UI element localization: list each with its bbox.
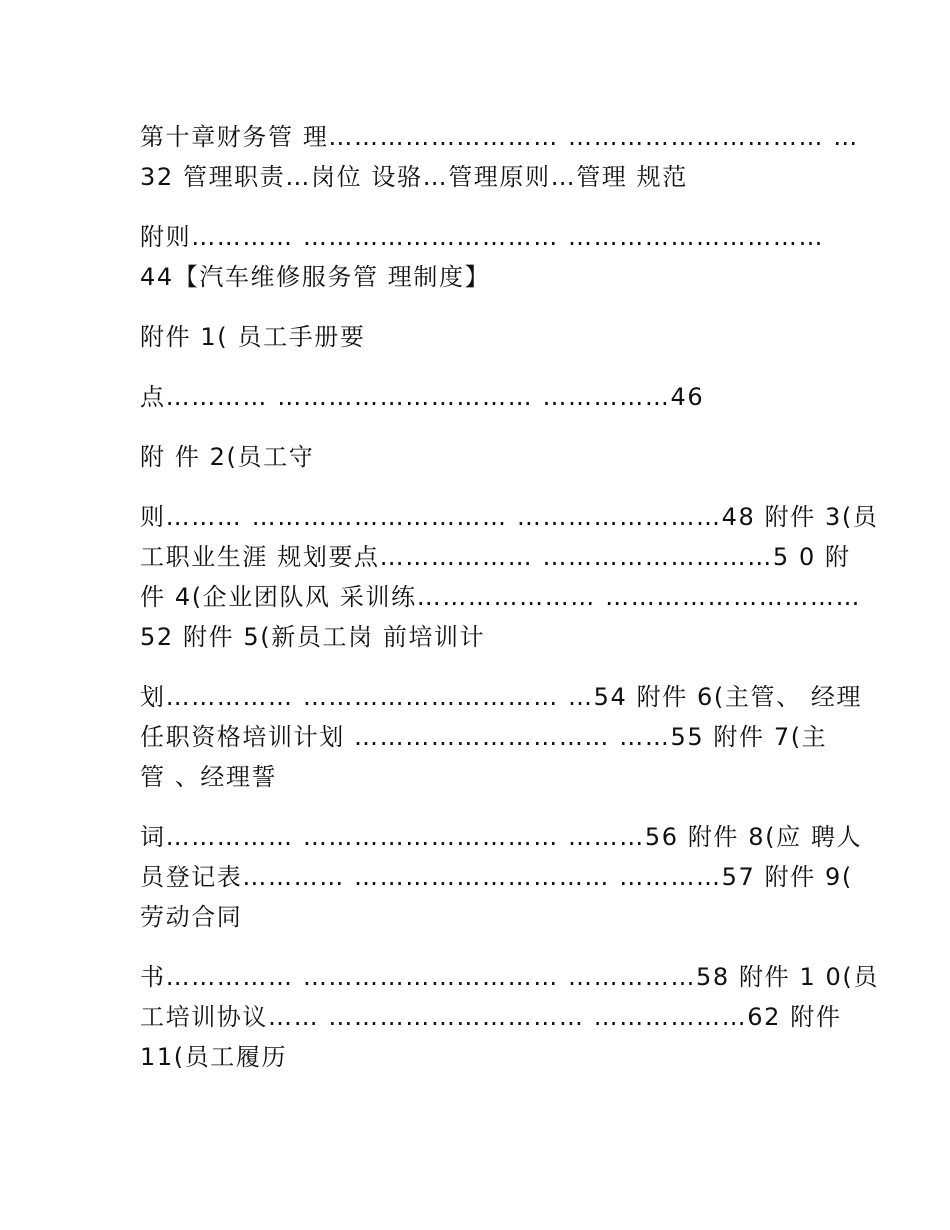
table-of-contents bbox=[140, 117, 879, 1077]
toc-line: 则……… ………………………… ……………………48 附件 3(员 bbox=[140, 503, 879, 531]
toc-line: 52 附件 5(新员工岗 前培训计 bbox=[140, 623, 486, 651]
toc-line: 书…………… ………………………… ……………58 附件 1 0(员 bbox=[140, 963, 879, 991]
paragraph-gap bbox=[140, 797, 830, 817]
toc-line: 工职业生涯 规划要点……………… ………………………5 0 附 bbox=[140, 543, 851, 571]
toc-line: 44【汽车维修服务管 理制度】 bbox=[140, 263, 491, 291]
toc-line: 11(员工履历 bbox=[140, 1043, 288, 1071]
toc-line: 附件 1( 员工手册要 bbox=[140, 323, 366, 351]
toc-line: 任职资格培训计划 ………………………… ……55 附件 7(主 bbox=[140, 723, 828, 751]
paragraph-gap bbox=[140, 297, 830, 317]
toc-line: 员登记表………… ………………………… …………57 附件 9( bbox=[140, 863, 853, 891]
paragraph-gap bbox=[140, 657, 830, 677]
toc-line: 劳动合同 bbox=[140, 903, 243, 931]
paragraph-gap bbox=[140, 477, 830, 497]
toc-line: 附则………… ………………………… ………………………… bbox=[140, 223, 825, 251]
paragraph-gap bbox=[140, 197, 830, 217]
toc-line: 附 件 2(员工守 bbox=[140, 443, 315, 471]
toc-line: 第十章财务管 理……………………… ………………………… … bbox=[140, 123, 859, 151]
paragraph-gap bbox=[140, 417, 830, 437]
toc-line: 32 管理职责…岗位 设骆…管理原则…管理 规范 bbox=[140, 163, 688, 191]
paragraph-gap bbox=[140, 937, 830, 957]
toc-line: 点………… ………………………… ……………46 bbox=[140, 383, 705, 411]
toc-line: 管 、经理誓 bbox=[140, 763, 278, 791]
toc-line: 词…………… ………………………… ………56 附件 8(应 聘人 bbox=[140, 823, 863, 851]
toc-line: 件 4(企业团队风 采训练………………… ………………………… bbox=[140, 583, 862, 611]
toc-line: 划…………… ………………………… …54 附件 6(主管、 经理 bbox=[140, 683, 863, 711]
toc-line: 工培训协议…… ………………………… ………………62 附件 bbox=[140, 1003, 842, 1031]
paragraph-gap bbox=[140, 357, 830, 377]
